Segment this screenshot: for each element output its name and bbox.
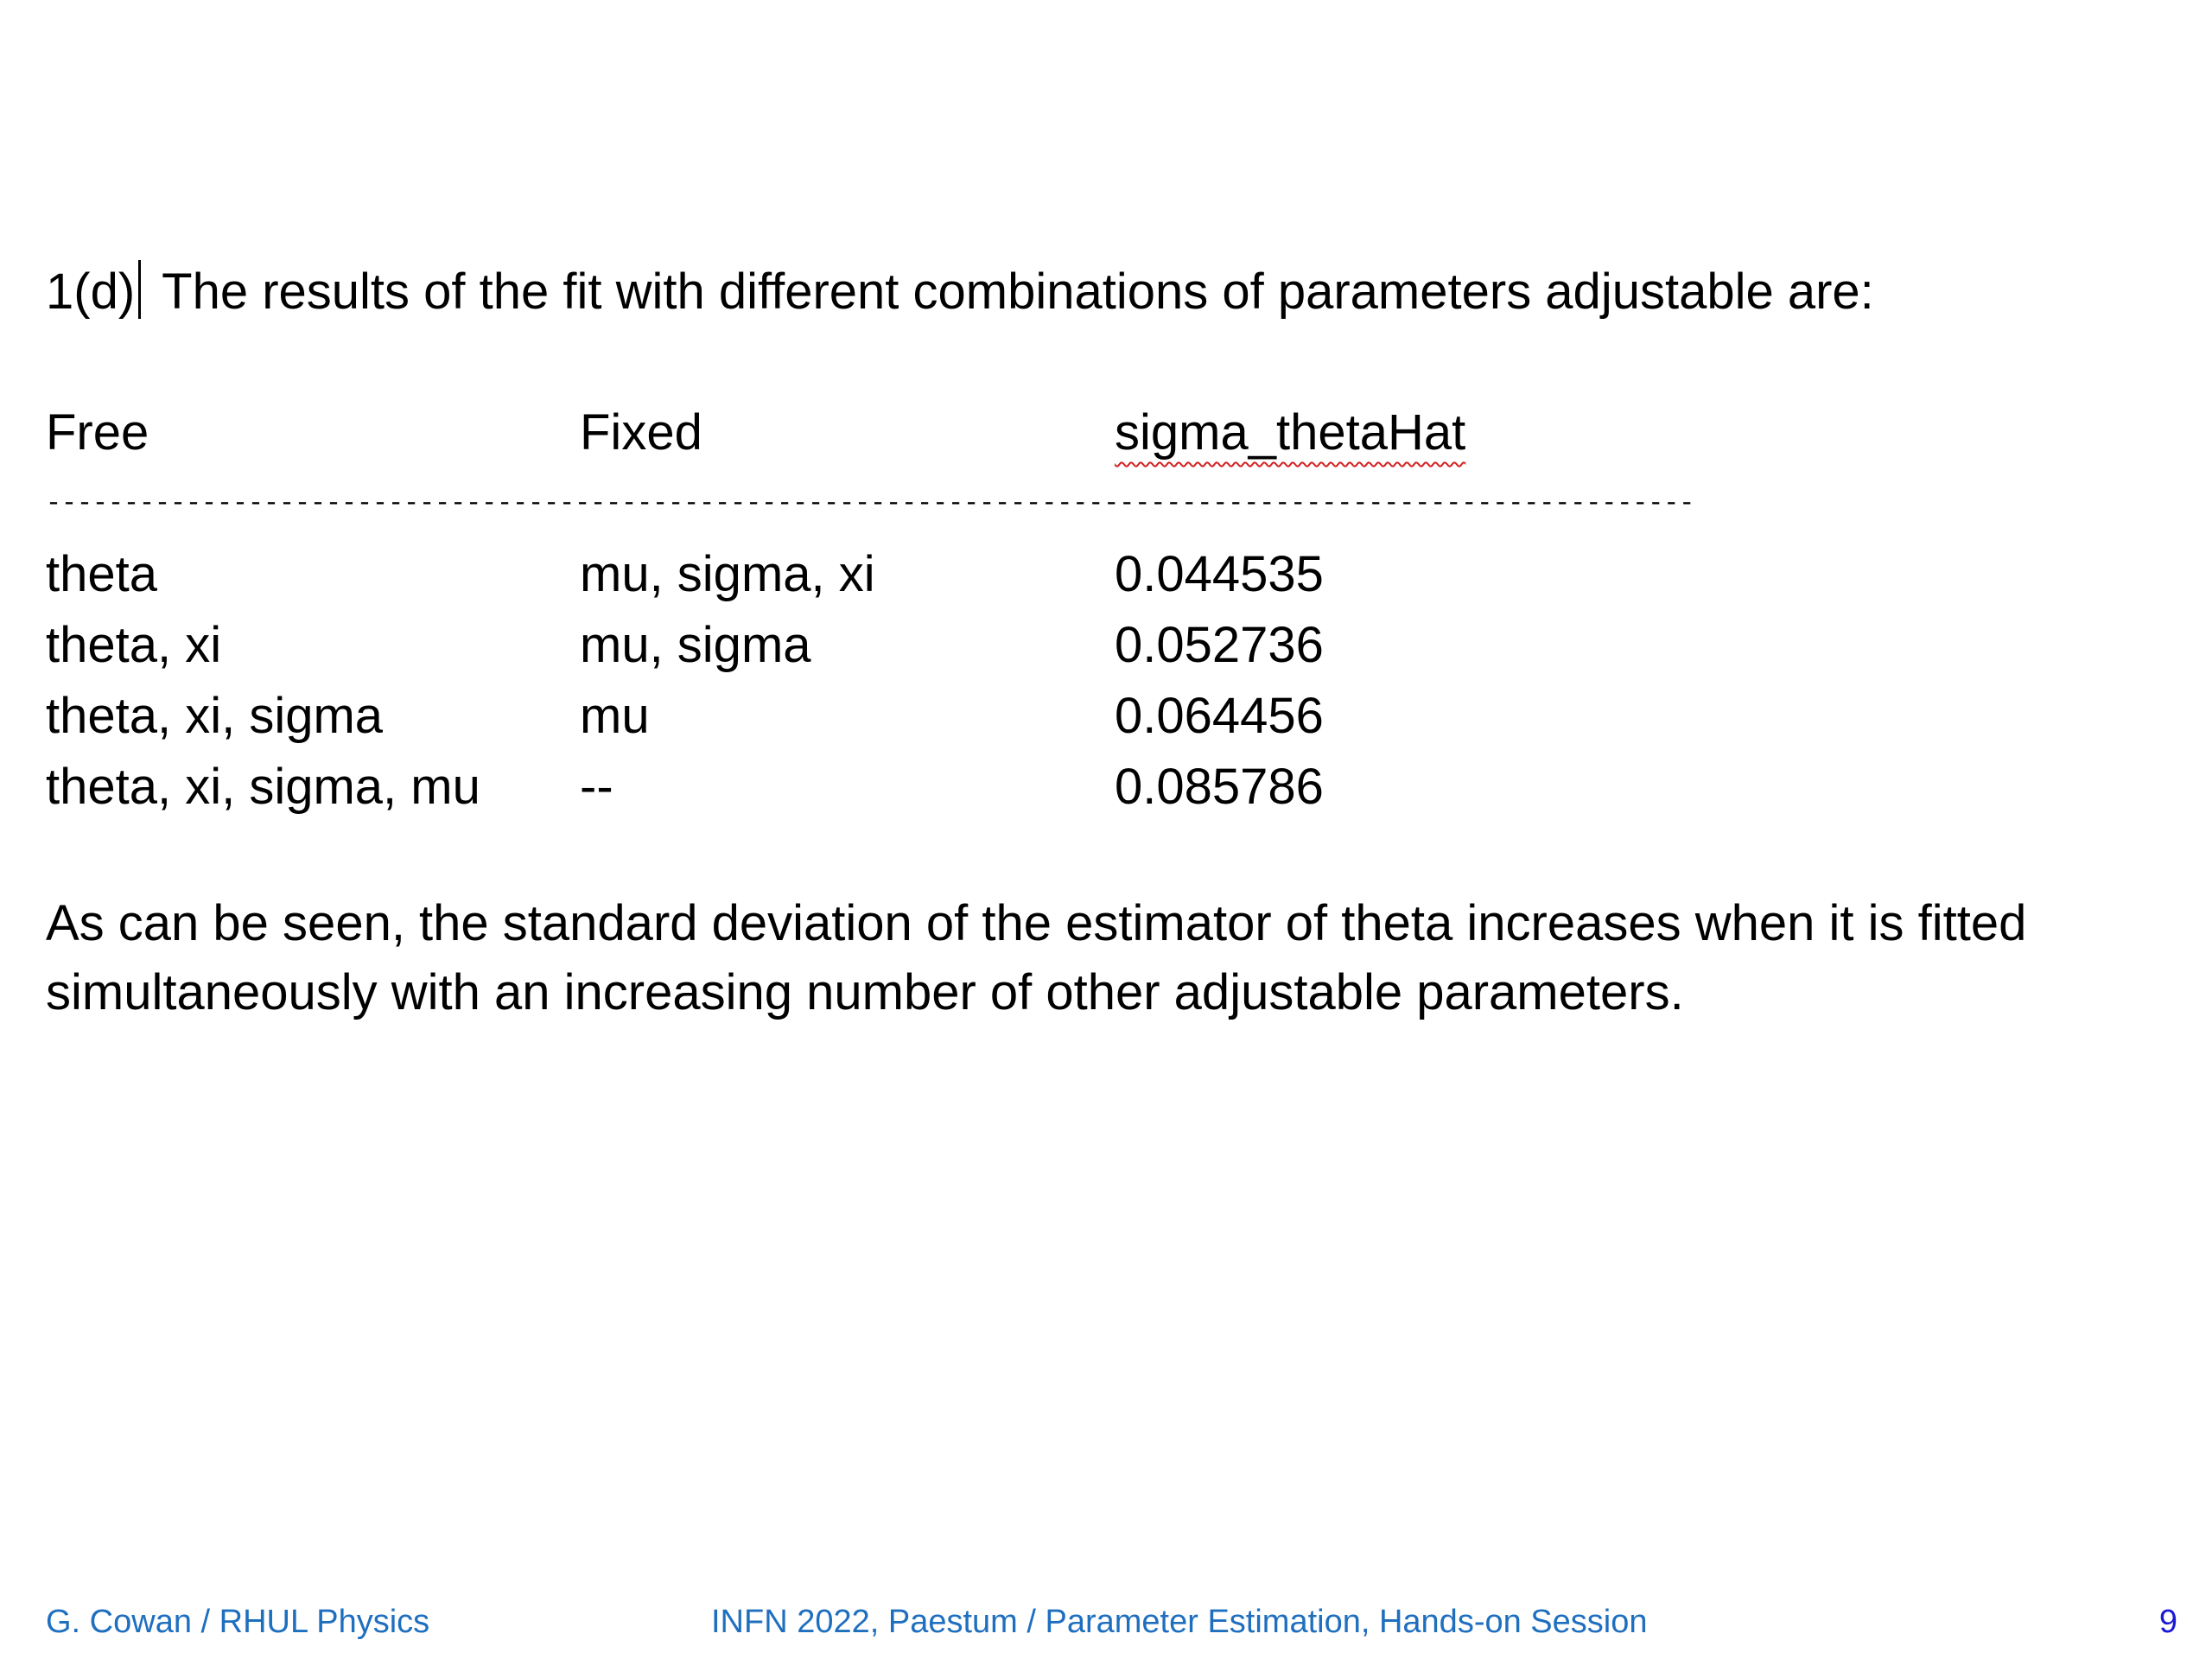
cell-free: theta	[46, 546, 157, 602]
conclusion-line: As can be seen, the standard deviation of the estimator of theta increases when it is fitted	[46, 895, 2027, 951]
heading-label: 1(d)	[46, 264, 136, 320]
cell-free: theta, xi	[46, 617, 222, 673]
heading-text: The results of the fit with different combinations of parameters adjustable are:	[162, 264, 1874, 320]
header-fixed: Fixed	[580, 404, 702, 461]
footer-author: G. Cowan / RHUL Physics	[46, 1604, 430, 1640]
cell-sigma: 0.064456	[1115, 688, 1324, 744]
cell-sigma: 0.052736	[1115, 617, 1324, 673]
cell-fixed: mu	[580, 688, 650, 744]
cell-fixed: mu, sigma	[580, 617, 811, 673]
cell-free: theta, xi, sigma, mu	[46, 759, 480, 815]
footer-page-number: 9	[2158, 1604, 2177, 1640]
cell-free: theta, xi, sigma	[46, 688, 384, 744]
heading-line	[46, 257, 1874, 327]
conclusion-line: simultaneously with an increasing number of other adjustable parameters.	[46, 964, 1684, 1020]
conclusion-paragraph	[46, 889, 2180, 1027]
header-sigma: sigma_thetaHat	[1115, 404, 1466, 461]
table-separator: ----------------------------------------------------------------------------------------------------------	[46, 489, 1695, 518]
cell-sigma: 0.044535	[1115, 546, 1324, 602]
footer-event: INFN 2022, Paestum / Parameter Estimation, Hands-on Session	[711, 1604, 1648, 1640]
cell-sigma: 0.085786	[1115, 759, 1324, 815]
cell-fixed: mu, sigma, xi	[580, 546, 875, 602]
header-free: Free	[46, 404, 149, 461]
text-cursor	[138, 260, 141, 319]
cell-fixed: --	[580, 759, 613, 815]
